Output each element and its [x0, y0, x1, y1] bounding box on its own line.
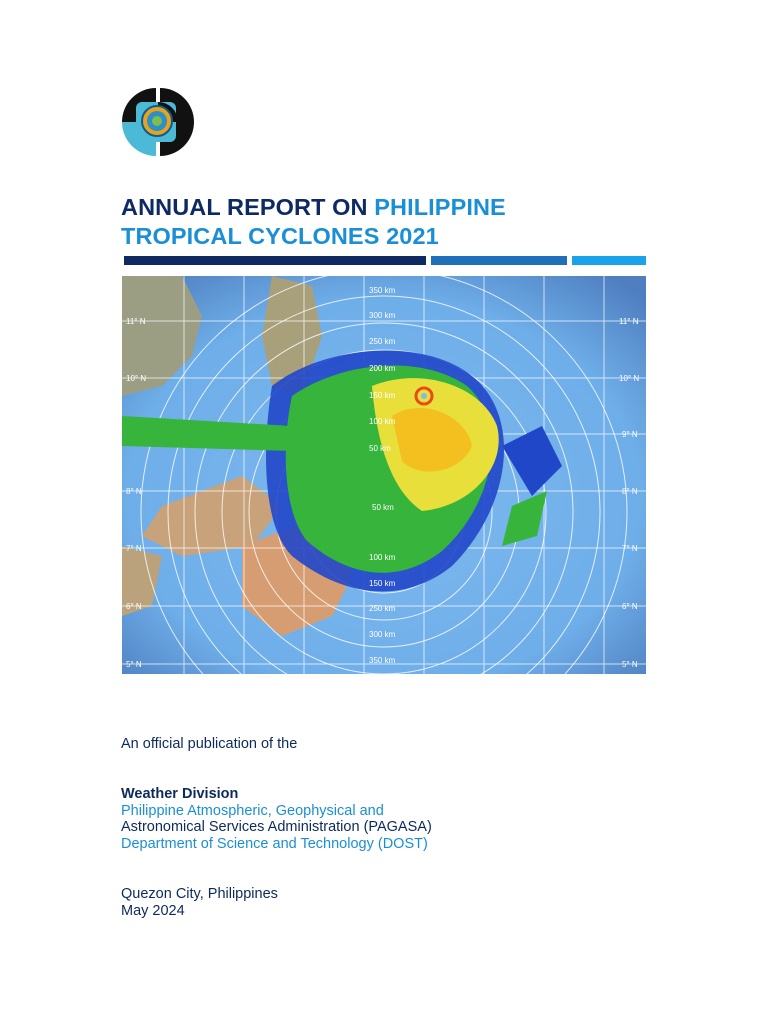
- lat-label-left-7: 7° N: [126, 544, 142, 553]
- lat-label-right-5: 5° N: [622, 660, 638, 669]
- lat-label-left-11: 11° N: [126, 317, 146, 326]
- lat-label-right-6: 6° N: [622, 602, 638, 611]
- report-title: [121, 193, 506, 251]
- pagasa-seal-icon: [122, 88, 194, 156]
- radar-image: [122, 276, 646, 674]
- range-label-350-top: 350 km: [369, 286, 396, 295]
- lat-label-left-8: 8° N: [126, 487, 142, 496]
- lat-label-right-11: 11° N: [619, 317, 639, 326]
- title-part-2: PHILIPPINE: [374, 194, 506, 220]
- range-label-300-top: 300 km: [369, 311, 396, 320]
- range-label-100-bottom: 100 km: [369, 553, 396, 562]
- pagasa-logo: [122, 88, 194, 156]
- range-label-100-top: 100 km: [369, 417, 396, 426]
- department-name: Department of Science and Technology (DOST): [121, 835, 428, 852]
- lat-label-left-6: 6° N: [126, 602, 142, 611]
- range-label-250-top: 250 km: [369, 337, 396, 346]
- division-name: Weather Division: [121, 786, 239, 802]
- range-label-350-bottom: 350 km: [369, 656, 396, 665]
- range-label-200-top: 200 km: [369, 364, 396, 373]
- organization-block: [121, 786, 432, 852]
- lat-label-left-5: 5° N: [126, 660, 142, 669]
- title-rule: [124, 256, 646, 265]
- lat-label-right-8: 8° N: [622, 487, 638, 496]
- range-label-250-bottom: 250 km: [369, 604, 396, 613]
- publication-place-date: [121, 886, 278, 920]
- range-label-50-bottom: 50 km: [372, 503, 394, 512]
- publication-intro: An official publication of the: [121, 736, 298, 752]
- agency-line-2: Astronomical Services Administration (PAGASA): [121, 819, 432, 835]
- title-line-2: TROPICAL CYCLONES 2021: [121, 223, 439, 249]
- lat-label-right-9: 9° N: [622, 430, 638, 439]
- rule-light-segment: [572, 256, 646, 265]
- lat-label-right-10: 10° N: [619, 374, 640, 383]
- lat-label-left-10: 10° N: [126, 374, 147, 383]
- agency-line-1: Philippine Atmospheric, Geophysical and: [121, 802, 384, 819]
- range-label-300-bottom: 300 km: [369, 630, 396, 639]
- publication-date: May 2024: [121, 903, 185, 919]
- range-label-150-top: 150 km: [369, 391, 396, 400]
- rule-mid-segment: [431, 256, 567, 265]
- title-part-1: ANNUAL REPORT ON: [121, 194, 375, 220]
- publication-city: Quezon City, Philippines: [121, 886, 278, 902]
- rule-dark-segment: [124, 256, 426, 265]
- range-label-150-bottom: 150 km: [369, 579, 396, 588]
- lat-label-right-7: 7° N: [622, 544, 638, 553]
- range-label-50-top: 50 km: [369, 444, 391, 453]
